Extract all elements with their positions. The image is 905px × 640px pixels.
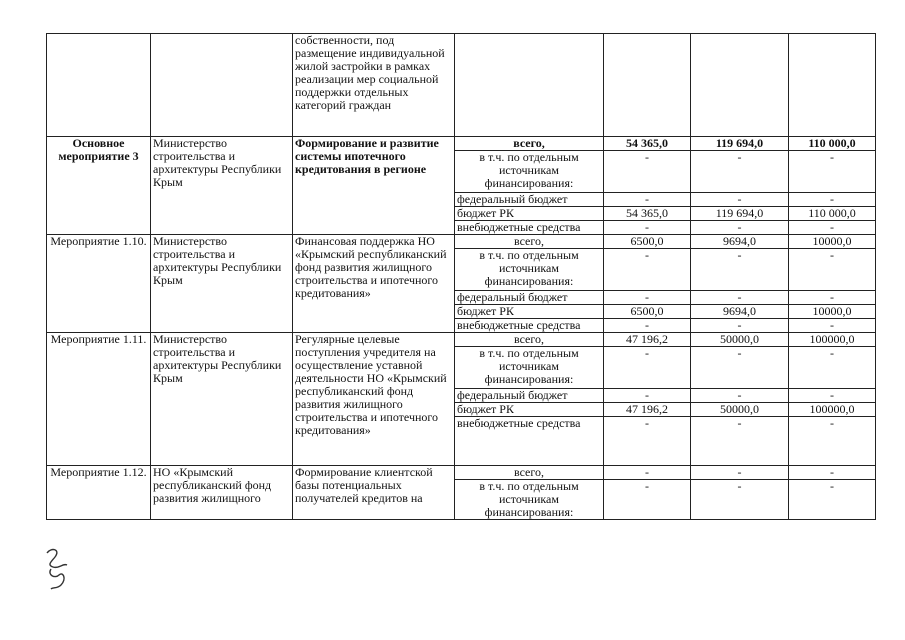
value-cell: - bbox=[604, 193, 691, 207]
source-label: бюджет РК bbox=[455, 403, 604, 417]
value-cell: - bbox=[604, 291, 691, 305]
table-row bbox=[47, 466, 876, 480]
description-cell: Формирование и развитие системы ипотечного кредитования в регионе bbox=[293, 137, 455, 235]
value-cell: - bbox=[691, 221, 789, 235]
program-table bbox=[46, 33, 876, 520]
source-label: бюджет РК bbox=[455, 207, 604, 221]
value-cell: 47 196,2 bbox=[604, 403, 691, 417]
source-label: всего, bbox=[455, 466, 604, 480]
source-label: внебюджетные средства bbox=[455, 221, 604, 235]
value-cell: 110 000,0 bbox=[789, 137, 876, 151]
value-cell: 100000,0 bbox=[789, 333, 876, 347]
description-cell: Регулярные целевые поступления учредителя на осуществление уставной деятельности НО «Крымский республиканский фонд развития жилищного строительства и ипотечного кредитования» bbox=[293, 333, 455, 466]
value-cell: 10000,0 bbox=[789, 305, 876, 319]
value-cell: 110 000,0 bbox=[789, 207, 876, 221]
executor-cell: Министерство строительства и архитектуры Республики Крым bbox=[151, 137, 293, 235]
value-cell: - bbox=[789, 480, 876, 520]
source-label: федеральный бюджет bbox=[455, 193, 604, 207]
value-cell: - bbox=[789, 347, 876, 389]
value-cell: 54 365,0 bbox=[604, 137, 691, 151]
value-cell: 47 196,2 bbox=[604, 333, 691, 347]
source-label: всего, bbox=[455, 137, 604, 151]
source-label: в т.ч. по отдельным источникам финансирования: bbox=[455, 249, 604, 291]
value-cell: - bbox=[789, 221, 876, 235]
value-cell: - bbox=[691, 151, 789, 193]
value-cell: - bbox=[691, 249, 789, 291]
activity-cell: Мероприятие 1.10. bbox=[47, 235, 151, 333]
value-cell: - bbox=[604, 151, 691, 193]
value-cell: 119 694,0 bbox=[691, 137, 789, 151]
value-cell: - bbox=[604, 347, 691, 389]
executor-cell: Министерство строительства и архитектуры Республики Крым bbox=[151, 235, 293, 333]
value-cell: - bbox=[691, 480, 789, 520]
source-label: всего, bbox=[455, 333, 604, 347]
source-label: внебюджетные средства bbox=[455, 319, 604, 333]
value-cell: - bbox=[789, 249, 876, 291]
value-cell: 6500,0 bbox=[604, 235, 691, 249]
value-cell: 9694,0 bbox=[691, 235, 789, 249]
value-cell: - bbox=[691, 347, 789, 389]
source-label: в т.ч. по отдельным источникам финансирования: bbox=[455, 480, 604, 520]
value-cell: - bbox=[604, 480, 691, 520]
value-cell: - bbox=[691, 291, 789, 305]
value-cell: - bbox=[789, 291, 876, 305]
value-cell: - bbox=[789, 389, 876, 403]
value-cell: - bbox=[691, 417, 789, 466]
source-label: внебюджетные средства bbox=[455, 417, 604, 466]
executor-cell bbox=[151, 34, 293, 137]
value-cell: - bbox=[691, 466, 789, 480]
source-label: всего, bbox=[455, 235, 604, 249]
value-cell: 10000,0 bbox=[789, 235, 876, 249]
value-cell: - bbox=[604, 319, 691, 333]
value-cell: - bbox=[604, 466, 691, 480]
value-cell: - bbox=[691, 389, 789, 403]
value-cell bbox=[789, 34, 876, 137]
executor-cell: НО «Крымский республиканский фонд развития жилищного bbox=[151, 466, 293, 520]
value-cell: - bbox=[691, 319, 789, 333]
value-cell: - bbox=[691, 193, 789, 207]
table-row bbox=[47, 34, 876, 137]
activity-cell bbox=[47, 34, 151, 137]
value-cell: - bbox=[789, 151, 876, 193]
activity-cell: Мероприятие 1.12. bbox=[47, 466, 151, 520]
value-cell: 54 365,0 bbox=[604, 207, 691, 221]
description-cell: собственности, под размещение индивидуальной жилой застройки в рамках реализации мер социальной поддержки отдельных категорий граждан bbox=[293, 34, 455, 137]
value-cell: 6500,0 bbox=[604, 305, 691, 319]
source-label: бюджет РК bbox=[455, 305, 604, 319]
value-cell: - bbox=[604, 417, 691, 466]
value-cell: - bbox=[604, 389, 691, 403]
source-label: федеральный бюджет bbox=[455, 291, 604, 305]
activity-cell: Основное мероприятие 3 bbox=[47, 137, 151, 235]
value-cell: 50000,0 bbox=[691, 403, 789, 417]
value-cell: - bbox=[789, 417, 876, 466]
source-label: в т.ч. по отдельным источникам финансирования: bbox=[455, 151, 604, 193]
value-cell bbox=[604, 34, 691, 137]
table-row bbox=[47, 235, 876, 249]
source-label: федеральный бюджет bbox=[455, 389, 604, 403]
table-row bbox=[47, 137, 876, 151]
activity-cell: Мероприятие 1.11. bbox=[47, 333, 151, 466]
description-cell: Финансовая поддержка НО «Крымский республиканский фонд развития жилищного строительства и ипотечного кредитования» bbox=[293, 235, 455, 333]
value-cell: - bbox=[789, 319, 876, 333]
value-cell: 119 694,0 bbox=[691, 207, 789, 221]
value-cell: - bbox=[604, 249, 691, 291]
value-cell: 100000,0 bbox=[789, 403, 876, 417]
source-label: в т.ч. по отдельным источникам финансирования: bbox=[455, 347, 604, 389]
value-cell: 9694,0 bbox=[691, 305, 789, 319]
table-row bbox=[47, 333, 876, 347]
value-cell bbox=[691, 34, 789, 137]
handwritten-page-number bbox=[41, 545, 77, 595]
executor-cell: Министерство строительства и архитектуры Республики Крым bbox=[151, 333, 293, 466]
source-cell bbox=[455, 34, 604, 137]
value-cell: - bbox=[604, 221, 691, 235]
value-cell: - bbox=[789, 466, 876, 480]
description-cell: Формирование клиентской базы потенциальных получателей кредитов на bbox=[293, 466, 455, 520]
value-cell: - bbox=[789, 193, 876, 207]
value-cell: 50000,0 bbox=[691, 333, 789, 347]
